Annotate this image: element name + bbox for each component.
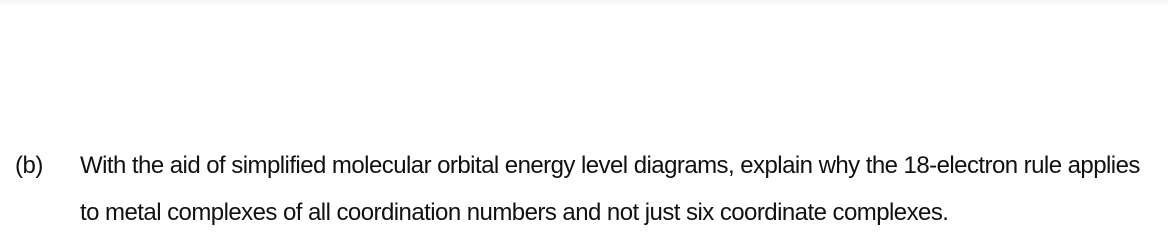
question-text-line-1: With the aid of simplified molecular orbital energy level diagrams, explain why the 18-electron rule applies [80,152,1140,179]
scan-edge [0,0,1168,6]
question-part-label: (b) [15,152,43,179]
question-text [80,150,1150,229]
question-text-line-2: to metal complexes of all coordination numbers and not just six coordinate complexes. [80,199,949,226]
